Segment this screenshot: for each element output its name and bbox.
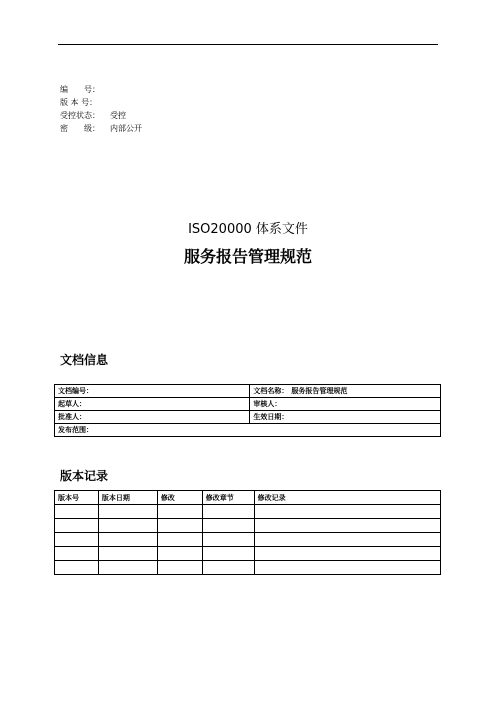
reviewer-label: 审核人： [253, 400, 282, 408]
empty-cell [202, 547, 254, 561]
meta-secrecy-label: 密 级： [60, 124, 100, 133]
drafter-cell [55, 398, 250, 411]
scope-cell [55, 424, 441, 437]
version-history-table [54, 490, 441, 575]
empty-cell [254, 561, 440, 575]
table-row [55, 533, 441, 547]
doc-name-label: 文档名称： [253, 387, 289, 395]
empty-cell [254, 519, 440, 533]
version-history-heading: 版本记录 [60, 469, 109, 483]
effective-date-cell [250, 411, 441, 424]
doc-info-table [54, 384, 441, 437]
table-row [55, 561, 441, 575]
meta-status-value: 受控 [110, 111, 126, 120]
drafter-label: 起草人： [58, 400, 86, 408]
empty-cell [202, 533, 254, 547]
empty-cell [55, 547, 99, 561]
table-row [55, 424, 441, 437]
meta-version-label: 版 本 号： [60, 98, 98, 107]
empty-cell [157, 533, 202, 547]
document-meta [60, 83, 142, 135]
document-type: ISO20000 体系文件 [188, 222, 308, 237]
empty-cell [157, 505, 202, 519]
empty-cell [55, 561, 99, 575]
meta-number-label: 编 号： [60, 85, 100, 94]
effective-date-label: 生效日期： [253, 413, 289, 421]
empty-cell [202, 561, 254, 575]
doc-name-cell [250, 385, 441, 398]
meta-version-row [60, 96, 142, 109]
empty-cell [202, 505, 254, 519]
doc-number-label: 文档编号： [58, 387, 93, 395]
table-row [55, 519, 441, 533]
scope-label: 发布范围： [58, 426, 93, 434]
table-header-row [55, 491, 441, 505]
empty-cell [55, 519, 99, 533]
table-row [55, 411, 441, 424]
empty-cell [157, 547, 202, 561]
document-title: 服务报告管理规范 [183, 247, 312, 266]
table-row [55, 547, 441, 561]
table-row [55, 385, 441, 398]
empty-cell [98, 547, 157, 561]
empty-cell [98, 519, 157, 533]
reviewer-cell [250, 398, 441, 411]
empty-cell [254, 505, 440, 519]
meta-status-row [60, 109, 142, 122]
doc-name-value: 服务报告管理规范 [291, 387, 348, 395]
column-header: 修改 [157, 491, 202, 505]
doc-info-heading: 文档信息 [60, 353, 109, 367]
column-header: 版本号 [55, 491, 99, 505]
empty-cell [98, 533, 157, 547]
meta-status-label: 受控状态： [60, 111, 100, 120]
empty-cell [55, 533, 99, 547]
header-rule [58, 44, 438, 45]
empty-cell [157, 561, 202, 575]
doc-number-cell [55, 385, 250, 398]
table-row [55, 398, 441, 411]
empty-cell [254, 533, 440, 547]
empty-cell [254, 547, 440, 561]
table-row [55, 505, 441, 519]
meta-number-row [60, 83, 142, 96]
empty-cell [98, 505, 157, 519]
empty-cell [202, 519, 254, 533]
column-header: 修改记录 [254, 491, 440, 505]
approver-label: 批准人： [58, 413, 86, 421]
meta-secrecy-row [60, 122, 142, 135]
empty-cell [157, 519, 202, 533]
meta-secrecy-value: 内部公开 [110, 124, 142, 133]
column-header: 版本日期 [98, 491, 157, 505]
empty-cell [98, 561, 157, 575]
approver-cell [55, 411, 250, 424]
empty-cell [55, 505, 99, 519]
column-header: 修改章节 [202, 491, 254, 505]
